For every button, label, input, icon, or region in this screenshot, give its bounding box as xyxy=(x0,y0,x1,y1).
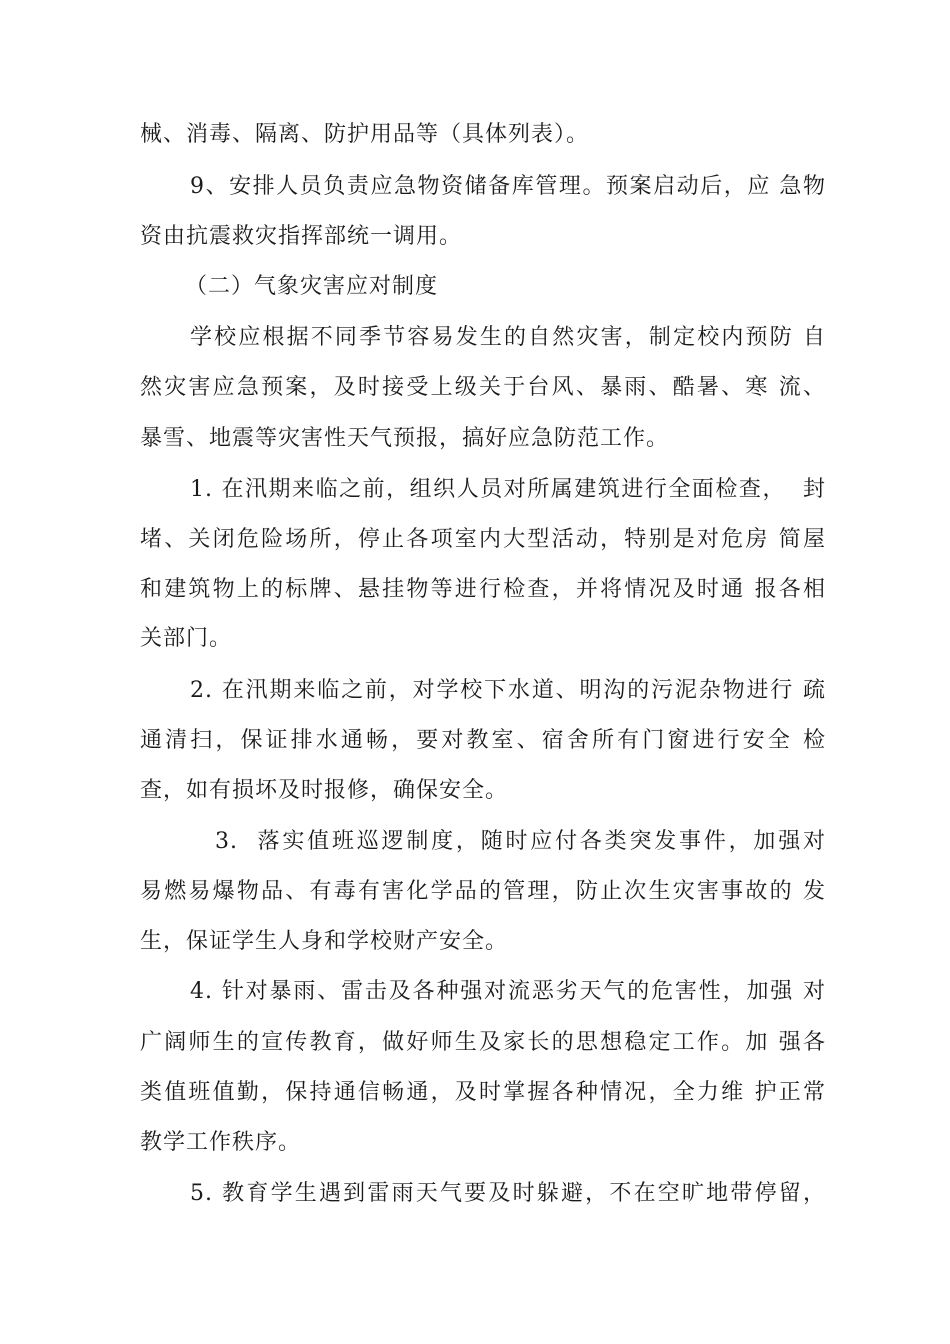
text-line: 通清扫，保证排水通畅，要对教室、宿舍所有门窗进行安全 检 xyxy=(140,728,826,753)
text-line: 堵、关闭危险场所，停止各项室内大型活动，特别是对危房 简屋 xyxy=(140,527,826,552)
text-line: 2. 在汛期来临之前，对学校下水道、明沟的污泥杂物进行 疏 xyxy=(190,678,826,703)
text-line: 然灾害应急预案，及时接受上级关于台风、暴雨、酷暑、寒 流、 xyxy=(140,375,826,400)
text-line: 9、安排人员负责应急物资储备库管理。预案启动后，应 急物 xyxy=(190,174,826,199)
text-line: 5. 教育学生遇到雷雨天气要及时躲避，不在空旷地带停留， xyxy=(190,1181,826,1206)
text-line: 学校应根据不同季节容易发生的自然灾害，制定校内预防 自 xyxy=(190,325,826,350)
text-line: 暴雪、地震等灾害性天气预报，搞好应急防范工作。 xyxy=(140,426,670,451)
section-heading: （二）气象灾害应对制度 xyxy=(185,274,439,299)
text-line: 4. 针对暴雨、雷击及各种强对流恶劣天气的危害性，加强 对 xyxy=(190,979,826,1004)
text-line: 3. 落实值班巡逻制度，随时应付各类突发事件，加强对 xyxy=(215,829,826,854)
text-line: 教学工作秩序。 xyxy=(140,1130,302,1155)
text-line: 械、消毒、隔离、防护用品等（具体列表）。 xyxy=(140,122,590,147)
text-line: 广阔师生的宣传教育，做好师生及家长的思想稳定工作。加 强各 xyxy=(140,1030,826,1055)
text-line: 易燃易爆物品、有毒有害化学品的管理，防止次生灾害事故的 发 xyxy=(140,879,826,904)
text-line: 关部门。 xyxy=(140,626,233,651)
text-line: 查，如有损坏及时报修，确保安全。 xyxy=(140,778,509,803)
text-line: 类值班值勤，保持通信畅通，及时掌握各种情况，全力维 护正常 xyxy=(140,1080,826,1105)
text-line: 资由抗震救灾指挥部统一调用。 xyxy=(140,224,463,249)
text-line: 1. 在汛期来临之前，组织人员对所属建筑进行全面检查， 封 xyxy=(190,477,826,502)
text-line: 生，保证学生人身和学校财产安全。 xyxy=(140,929,509,954)
text-line: 和建筑物上的标牌、悬挂物等进行检查，并将情况及时通 报各相 xyxy=(140,577,826,602)
